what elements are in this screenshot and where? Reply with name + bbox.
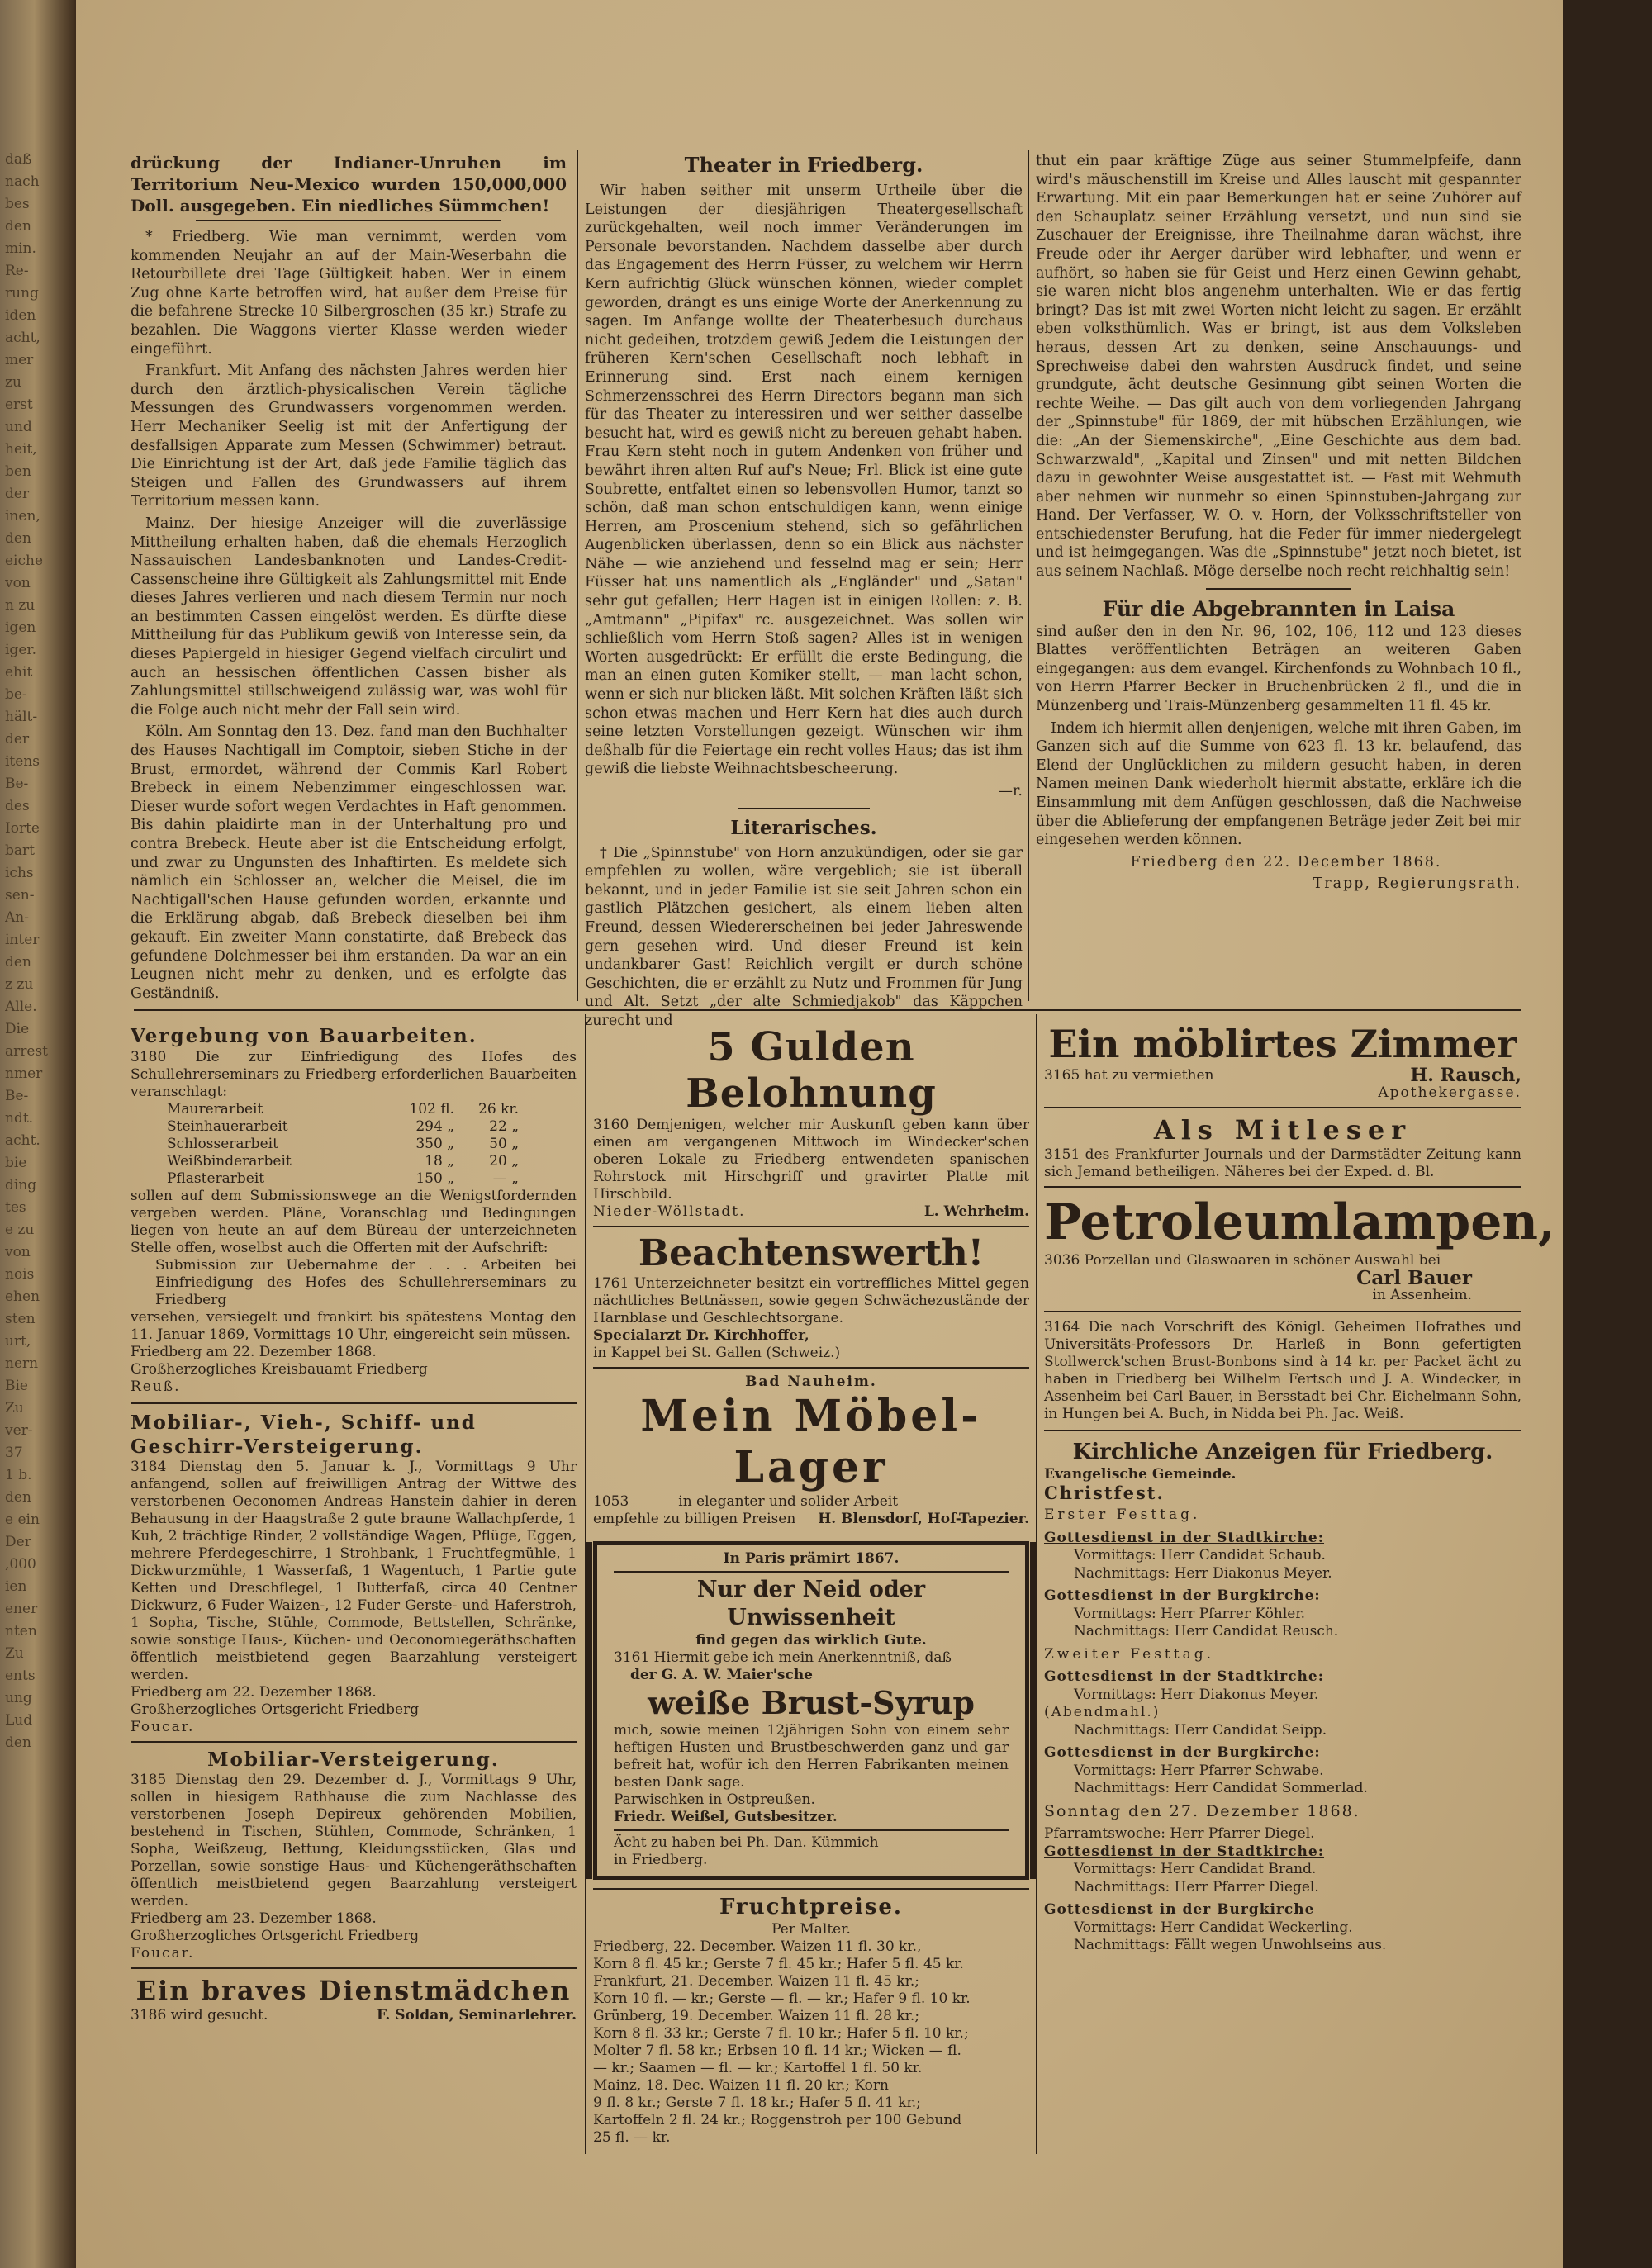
box-border-left xyxy=(586,1542,592,1879)
list-item: 9 fl. 8 kr.; Gerste 7 fl. 18 kr.; Hafer 5 fl. 41 kr.; xyxy=(593,2095,921,2111)
list-item: Kartoffeln 2 fl. 24 kr.; Roggenstroh per 100 Gebund xyxy=(593,2112,962,2128)
petroleum-place: in Assenheim. xyxy=(1372,1287,1472,1303)
spine-fragment: eiche xyxy=(5,553,44,569)
spine-fragment: nern xyxy=(5,1355,39,1372)
spine-fragment: z zu xyxy=(5,976,34,993)
separator xyxy=(196,220,501,221)
syrup-footer2: in Friedberg. xyxy=(614,1852,708,1868)
spine-fragment: von xyxy=(5,1244,31,1260)
spine-fragment: ding xyxy=(5,1177,37,1193)
cost-kr: 50 „ xyxy=(489,1136,519,1152)
separator xyxy=(593,1367,1029,1369)
spine-fragment: den xyxy=(5,530,31,547)
belohnung-signature: L. Wehrheim. xyxy=(923,1203,1029,1220)
news-column-3 xyxy=(1036,152,1521,897)
news-item-friedberg: * Friedberg. Wie man vernimmt, werden vom kommenden Neujahr an auf der Main-Weserbahn die Retourbillete drei Tage Gültigkeit haben. Wer in einem Zug ohne Karte betroffen wird, hat außer dem Preise für die befahrene Strecke 10 Silbergroschen (35 kr.) Strafe zu bezahlen. Die Waggons vierter Klasse werden wieder eingeführt. xyxy=(131,229,567,358)
spine-fragment: zu xyxy=(5,374,21,391)
spine-fragment: ener xyxy=(5,1601,38,1617)
spine-fragment: itens xyxy=(5,753,40,770)
spine-fragment: Re- xyxy=(5,263,29,279)
list-item: Korn 8 fl. 33 kr.; Gerste 7 fl. 10 kr.; Hafer 5 fl. 10 kr.; xyxy=(593,2025,969,2042)
table-row xyxy=(164,1101,522,1118)
spine-fragment: erst xyxy=(5,396,33,413)
service-line: Nachmittags: Herr Candidat Sommerlad. xyxy=(1074,1780,1368,1796)
syrup-footer1: Ächt zu haben bei Ph. Dan. Kümmich xyxy=(614,1834,879,1851)
spine-fragment: acht, xyxy=(5,330,40,346)
spine-fragment: den xyxy=(5,1489,31,1506)
separator xyxy=(131,1967,577,1969)
spine-fragment: e ein xyxy=(5,1511,40,1528)
service-line: Nachmittags: Herr Candidat Seipp. xyxy=(1074,1721,1327,1739)
service-line: Vormittags: Herr Pfarrer Köhler. xyxy=(1074,1605,1306,1622)
zimmer-number: 3165 xyxy=(1044,1067,1080,1084)
cost-fl: 102 fl. xyxy=(409,1101,454,1117)
frucht-title: Fruchtpreise. xyxy=(719,1895,903,1919)
service-line: Nachmittags: Herr Diakonus Meyer. xyxy=(1074,1564,1332,1582)
dienst-line xyxy=(131,2007,577,2024)
ads-middle-column xyxy=(593,1024,1029,2147)
spine-fragment: Lud xyxy=(5,1712,33,1729)
separator xyxy=(738,808,870,809)
bauarbeiten-date: Friedberg am 22. Dezember 1868. xyxy=(131,1344,377,1360)
beachtens-body: 1761 Unterzeichneter besitzt ein vortreffliches Mittel gegen nächtliches Bettnässen, sowie gegen Schwächezustände der Harnblase und Geschlechtsorgane. xyxy=(593,1275,1029,1326)
spine-fragment: ehen xyxy=(5,1288,40,1305)
laisa-heading: Für die Abgebrannten in Laisa xyxy=(1102,596,1455,621)
zimmer-line xyxy=(1044,1067,1521,1084)
petroleum-body: 3036 Porzellan und Glaswaaren in schöner Auswahl bei xyxy=(1044,1252,1441,1269)
church-day1: Erster Festtag. xyxy=(1044,1506,1201,1523)
spine-fragment: ndt. xyxy=(5,1110,34,1127)
mitleser-title: Als Mitleser xyxy=(1153,1114,1412,1146)
spine-fragment: und xyxy=(5,419,32,435)
zimmer-address: Apothekergasse. xyxy=(1378,1084,1521,1101)
moebel-title: Mein Möbel-Lager xyxy=(640,1391,982,1492)
moebel-line xyxy=(593,1511,1029,1528)
spine-fragment: Iorte xyxy=(5,820,40,837)
box-border-right xyxy=(1030,1542,1037,1879)
separator xyxy=(131,1741,577,1743)
dienst-text: wird gesucht. xyxy=(170,2007,268,2024)
mobiliar2-body: 3185 Dienstag den 29. Dezember d. J., Vormittags 9 Uhr, sollen in hiesigem Rathhause die zum Nachlasse des verstorbenen Joseph Depireux gehörenden Mobilien, bestehend in Tischen, Stühlen, Commode, Schränken, 1 Sopha, Weißzeug, Bettung, Kleidungsstücken, Glas und Porzellan, sowie sonstige Haus- und Küchengeräthschaften öffentlich meistbietend gegen Baarzahlung versteigert werden. xyxy=(131,1772,577,1910)
spine-fragment: nach xyxy=(5,173,40,190)
mobiliar1-office: Großherzogliches Ortsgericht Friedberg xyxy=(131,1701,420,1718)
spine-fragment: Die xyxy=(5,1021,30,1037)
laisa-donations: sind außer den in den Nr. 96, 102, 106, 112 und 123 dieses Blattes veröffentlichten Beträgen an weiteren Gaben eingegangen: aus dem evangel. Kirchenfonds zu Wohnbach 10 fl., von Herrn Pfarrer Becker in Bruchenbrücken 2 fl., und die in Münzenberg und Trais-Münzenberg gesammelten 11 fl. 45 kr. xyxy=(1036,623,1521,715)
spine-fragment: der xyxy=(5,486,30,502)
beachtens-place: in Kappel bei St. Gallen (Schweiz.) xyxy=(593,1345,841,1361)
spine-fragment: ents xyxy=(5,1668,36,1684)
service-line: Pfarramtswoche: Herr Pfarrer Diegel. xyxy=(1044,1825,1315,1842)
news-item-frankfurt: Frankfurt. Mit Anfang des nächsten Jahres werden hier durch den ärztlich-physicalischen Verein tägliche Messungen des Grundwassers vorgenommen werden. Herr Mechaniker Seelig ist mit der Anfertigung der desfallsigen Apparate zum Messen (Schwimmer) betraut. Die Einrichtung ist der Art, daß jede Familie täglich das Steigen und Fallen des Grundwassers auf ihrem Territorium messen kann. xyxy=(131,363,567,510)
syrup-body: mich, sowie meinen 12jährigen Sohn von einem sehr heftigen Husten und Brustbeschwerden ganz und gar befreit hat, wofür ich den Herren Fabrikanten meinen besten Dank sage. xyxy=(614,1722,1009,1791)
syrup-prize: In Paris prämirt 1867. xyxy=(723,1550,900,1567)
petroleum-title: Petroleumlampen, xyxy=(1044,1193,1555,1251)
mitleser-body: 3151 des Frankfurter Journals und der Darmstädter Zeitung kann sich Jemand betheiligen. Näheres bei der Exped. d. Bl. xyxy=(1044,1146,1521,1180)
zimmer-title: Ein möblirtes Zimmer xyxy=(1048,1022,1517,1066)
service-line: Vormittags: Herr Candidat Schaub. xyxy=(1074,1547,1326,1563)
spine-fragment: den xyxy=(5,954,31,970)
list-item: Molter 7 fl. 58 kr.; Erbsen 10 fl. 14 kr.; Wicken — fl. xyxy=(593,2043,961,2059)
church-subtitle: Evangelische Gemeinde. xyxy=(1044,1466,1237,1483)
church-day2: Zweiter Festtag. xyxy=(1044,1645,1215,1663)
spine-fragment: rung xyxy=(5,285,39,301)
spine-fragment: den xyxy=(5,218,31,235)
literary-article: † Die „Spinnstube" von Horn anzukündigen, oder sie gar empfehlen zu wollen, wäre vergeblich; sie ist überall bekannt, und in jeder Familie ist sie seit Jahren schon ein gastlich Plätzchen gesichert, als einem lieben alten Freund, dessen Wiedererscheinen bei jeder Jahreswende gern gesehen wird. Und dieser Freund ist kein undankbarer Gast! Reichlich vergilt er durch schöne Geschichten, die er erzählt zu Nutz und Frommen für Jung und Alt. Setzt „der alte Schmiedjakob" das Käppchen zurecht und xyxy=(585,844,1023,1029)
list-item: Mainz, 18. Dec. Waizen 11 fl. 20 kr.; Korn xyxy=(593,2077,889,2094)
mobiliar1-date: Friedberg am 22. Dezember 1868. xyxy=(131,1684,377,1701)
mobiliar1-signature: Foucar. xyxy=(131,1719,195,1735)
separator xyxy=(1044,1186,1521,1188)
laisa-signature: Trapp, Regierungsrath. xyxy=(1313,875,1521,893)
newspaper-page xyxy=(76,0,1563,2268)
spine-fragment: inen, xyxy=(5,508,40,524)
list-item: Grünberg, 19. December. Waizen 11 fl. 28 kr.; xyxy=(593,2008,920,2024)
spine-fragment: hält- xyxy=(5,709,38,725)
service-heading: Gottesdienst in der Stadtkirche: xyxy=(1044,1529,1325,1546)
beachtens-signature: Specialarzt Dr. Kirchhoffer, xyxy=(593,1327,809,1344)
service-heading: Gottesdienst in der Stadtkirche: xyxy=(1044,1668,1325,1685)
spine-fragment: mer xyxy=(5,352,34,368)
service-line: Nachmittags: Herr Candidat Reusch. xyxy=(1074,1623,1339,1639)
spine-fragment: Zu xyxy=(5,1400,24,1416)
church-title: Kirchliche Anzeigen für Friedberg. xyxy=(1072,1440,1493,1464)
table-row xyxy=(164,1153,522,1170)
dienst-signature: F. Soldan, Seminarlehrer. xyxy=(377,2007,577,2024)
beachtens-title: Beachtenswerth! xyxy=(638,1232,985,1274)
spine-fragment: nten xyxy=(5,1623,37,1639)
previous-page-edge xyxy=(0,0,76,2268)
spine-fragment: Be- xyxy=(5,1088,29,1104)
service-line: (Abendmahl.) xyxy=(1044,1704,1161,1720)
bauarbeiten-body: sollen auf dem Submissionswege an die Wenigstfordernden vergeben werden. Pläne, Voranschlag und Bedingungen liegen von heute an auf dem Büreau der unterzeichneten Stelle offen, woselbst auch die Offerten mit der Aufschrift: xyxy=(131,1188,577,1256)
spine-fragment: sten xyxy=(5,1311,36,1327)
syrup-line2: der G. A. W. Maier'sche xyxy=(630,1667,813,1683)
spine-fragment: 1 b. xyxy=(5,1467,32,1483)
separator xyxy=(614,1829,1009,1831)
spine-fragment: min. xyxy=(5,240,36,257)
service-line: Vormittags: Herr Pfarrer Schwabe. xyxy=(1074,1762,1324,1779)
mobiliar2-signature: Foucar. xyxy=(131,1945,195,1962)
news-item-koeln: Köln. Am Sonntag den 13. Dez. fand man den Buchhalter des Hauses Nachtigall im Comptoir, sieben Stiche in der Brust, ermordet, während der Commis Karl Robert Brebeck in einem Nebenzimmer eingeschlossen war. Dieser wurde sofort wegen Verdachtes in Haft genommen. Bis dahin plaidirte man in der Unterhaltung pro und contra Brebeck. Heute aber ist die Entscheidung erfolgt, und zwar zu Ungunsten des Inhaftirten. Es meldete sich nämlich ein Schlosser an, welcher die Meisel, die im Nachtigall'schen Hause gefunden worden, erkannte und die Erklärung abgab, daß Brebeck dieselben bei ihm gekauft. Ein zweiter Mann constatirte, daß Brebeck das gefundene Dolchmesser bei ihm erstanden. Da war an ein Leugnen nicht mehr zu denken, und es erfolgte das Geständniß. xyxy=(131,724,567,1002)
spine-fragment: ben xyxy=(5,463,31,480)
moebel-subtitle: Bad Nauheim. xyxy=(745,1374,877,1390)
service-heading: Gottesdienst in der Stadtkirche: xyxy=(1044,1843,1325,1860)
spine-fragment: ung xyxy=(5,1690,32,1706)
spine-fragment: bart xyxy=(5,842,35,859)
spine-fragment: Zu xyxy=(5,1645,24,1662)
spine-fragment: Der xyxy=(5,1534,31,1550)
syrup-line1: 3161 Hiermit gebe ich mein Anerkenntniß, daß xyxy=(614,1649,952,1666)
mobiliar2-office: Großherzogliches Ortsgericht Friedberg xyxy=(131,1928,420,1944)
service-heading: Gottesdienst in der Burgkirche: xyxy=(1044,1744,1321,1761)
petroleum-signature: Carl Bauer xyxy=(1356,1267,1472,1289)
separator xyxy=(131,1402,577,1404)
cost-item-name: Maurerarbeit xyxy=(167,1101,263,1117)
dienst-number: 3186 xyxy=(131,2007,167,2024)
cost-kr: 26 kr. xyxy=(478,1101,519,1117)
list-item: Friedberg, 22. December. Waizen 11 fl. 30 kr., xyxy=(593,1938,922,1955)
previous-page-text-fragments xyxy=(5,149,63,2131)
cost-kr: 20 „ xyxy=(489,1153,519,1170)
belohnung-footer xyxy=(593,1203,1029,1221)
bauarbeiten-title: Vergebung von Bauarbeiten. xyxy=(131,1025,477,1047)
cost-item-name: Schlosserarbeit xyxy=(167,1136,278,1152)
spine-fragment: ehit xyxy=(5,664,33,681)
spine-fragment: Alle. xyxy=(5,999,37,1015)
table-row xyxy=(164,1118,522,1136)
spine-fragment: ver- xyxy=(5,1422,33,1439)
syrup-place: Parwischken in Ostpreußen. xyxy=(614,1791,815,1808)
separator xyxy=(1044,1311,1521,1312)
syrup-signature: Friedr. Weißel, Gutsbesitzer. xyxy=(614,1809,838,1825)
moebel-line2: empfehle zu billigen Preisen xyxy=(593,1511,796,1527)
zimmer-signature: H. Rausch, xyxy=(1410,1065,1521,1086)
spine-fragment: heit, xyxy=(5,441,37,458)
theater-article: Wir haben seither mit unserm Urtheile über die Leistungen der diesjährigen Theatergesellschaft zurückgehalten, weil noch immer Veränderungen im Personale bevorstanden. Nachdem dasselbe aber durch das Engagement des Herrn Füsser, zu welchem wir Herrn Kern aufrichtig Glück wünschen können, wieder complet geworden, drängt es uns einige Worte der Anerkennung zu sagen. Im Anfange wollte der Theaterbesuch durchaus nicht gedeihen, trotzdem gewiß Jedem die Leistungen der früheren Kern'schen Gesellschaft noch lebhaft in Erinnerung sind. Erst nach einem kernigen Schmerzensschrei des Herrn Directors begann man sich für das Theater zu interessiren und wer seither dasselbe besucht hat, wird es gewiß nicht zu bereuen gehabt haben. Frau Kern steht noch in gutem Andenken von früher und bewährt ihren alten Ruf auf's Neue; Frl. Blick ist eine gute Soubrette, entfaltet einen so lebensvollen Humor, tanzt so schön, daß man schon entschuldigen kann, wenn einige Herren, am Proscenium stehend, sich so gefährlichen Augenblicken überlassen, denn so ein Blick aus nächster Nähe — wie anziehend und fesselnd mag er sein; Herr Füsser hat uns namentlich als „Engländer" und „Satan" sehr gut gefallen; Herr Hagen ist in einigen Rollen: z. B. „Amtmann" „Pipifax" rc. ausgezeichnet. Was sollen wir schließlich vom Herrn Stoß sagen? Alles ist in wenigen Worten ausgedrückt: Er erfüllt die erste Bedingung, die man an einen guten Komiker stellt, — man lacht schon, wenn er sich nur blicken läßt. Mit solchen Kräften läßt sich schon etwas machen und Herr Kern hat dies auch durch seine letzten Vorstellungen gezeigt. Wünschen wir ihm deßhalb für die Feiertage ein recht volles Haus; das ist ihm gewiß die liebste Weihnachtsbescheerung. xyxy=(585,183,1023,778)
separator xyxy=(614,1571,1009,1573)
cost-fl: 294 „ xyxy=(415,1118,454,1135)
list-item: Korn 10 fl. — kr.; Gerste — fl. — kr.; Hafer 9 fl. 10 kr. xyxy=(593,1990,971,2007)
spine-fragment: inter xyxy=(5,932,40,948)
moebel-signature: H. Blensdorf, Hof-Tapezier. xyxy=(818,1511,1029,1527)
service-line: Vormittags: Herr Diakonus Meyer. xyxy=(1074,1686,1319,1703)
spine-fragment: bie xyxy=(5,1155,27,1171)
moebel-number: 1053 xyxy=(593,1493,629,1510)
list-item: Korn 8 fl. 45 kr.; Gerste 7 fl. 45 kr.; Hafer 5 fl. 45 kr. xyxy=(593,1956,964,1972)
cost-item-name: Steinhauerarbeit xyxy=(167,1118,288,1135)
belohnung-place: Nieder-Wöllstadt. xyxy=(593,1203,746,1220)
bauarbeiten-cost-table xyxy=(164,1101,522,1188)
spine-fragment: von xyxy=(5,575,31,591)
service-heading: Gottesdienst in der Burgkirche xyxy=(1044,1901,1315,1918)
column-divider xyxy=(577,150,578,1001)
bonbons-body: 3164 Die nach Vorschrift des Königl. Geheimen Hofrathes und Universitäts-Professors Dr. Harleß in Bonn gefertigten Stollwerck'schen Brust-Bonbons sind à 14 kr. per Packet ächt zu haben in Friedberg bei Wilhelm Fertsch und J. A. Windecker, in Assenheim bei Carl Bauer, in Bersstadt bei Chr. Eichelmann Sohn, in Hungen bei A. Buch, in Nidda bei Ph. Jac. Weiß. xyxy=(1044,1319,1521,1422)
spine-fragment: Be- xyxy=(5,776,29,792)
mobiliar1-body: 3184 Dienstag den 5. Januar k. J., Vormittags 9 Uhr anfangend, sollen auf freiwilligen Antrag der Wittwe des verstorbenen Oeconomen Andreas Hanstein dahier in deren Behausung in der Haagstraße 2 gute braune Wallachpferde, 1 Kuh, 2 trächtige Rinder, 2 vollständige Wagen, Pflüge, Eggen, mehrere Pferdegeschirre, 1 Strohbank, 1 Fruchtfegmühle, 1 Dickwurzmühle, 1 Wasserfaß, 1 Wagentuch, 1 Partie gute Ketten und Dreschflegel, 1 Butterfaß, circa 40 Centner Dickwurz, 6 Fuder Waizen-, 12 Fuder Gerste- und Haferstroh, 1 Sopha, Tische, Stühle, Commode, Bettstellen, Schränke, sowie sonstige Haus-, Küchen- und Oeconomiegeräthschaften öffentlich meistbietend gegen Baarzahlung versteigert werden. xyxy=(131,1459,577,1683)
moebel-line xyxy=(593,1493,1029,1511)
ad-bauarbeiten xyxy=(131,1024,577,2024)
mobiliar1-title: Mobiliar-, Vieh-, Schiff- und Geschirr-Versteigerung. xyxy=(131,1412,477,1458)
separator xyxy=(1044,1107,1521,1108)
separator xyxy=(593,1226,1029,1227)
column-divider xyxy=(1028,150,1029,1001)
church-sunday: Sonntag den 27. Dezember 1868. xyxy=(1044,1801,1360,1820)
cost-item-name: Weißbinderarbeit xyxy=(167,1153,292,1170)
service-line: Vormittags: Herr Candidat Brand. xyxy=(1074,1861,1317,1877)
spine-fragment: ,000 xyxy=(5,1556,36,1573)
bauarbeiten-signature: Reuß. xyxy=(131,1378,181,1395)
lead-paragraph: drückung der Indianer-Unruhen im Territorium Neu-Mexico wurden 150,000,000 Doll. ausgegeben. Ein niedliches Sümmchen! xyxy=(131,153,567,216)
spine-fragment: 37 xyxy=(5,1445,23,1461)
laisa-thanks: Indem ich hiermit allen denjenigen, welche mit ihren Gaben, im Ganzen sich auf die Summe von 623 fl. 13 kr. belaufend, das Elend der Unglücklichen zu mildern gesucht haben, in deren Namen meinen Dank wiederholt hiermit abstatte, erkläre ich die Einsammlung mit dem Anfügen geschlossen, daß die Nachweise über die Ablieferung der empfangenen Beträge jeder Zeit bei mir eingesehen werden können. xyxy=(1036,719,1521,849)
page-shadow xyxy=(1563,0,1652,2268)
belohnung-body: 3160 Demjenigen, welcher mir Auskunft geben kann über einen am vergangenen Mittwoch im Windecker'schen oberen Lokale zu Friedberg entwendeten spanischen Rohrstock mit Hirschgriff und gravirter Platte mit Hirschbild. xyxy=(593,1117,1029,1203)
syrup-heading: Nur der Neid oder Unwissenheit xyxy=(696,1577,926,1630)
spine-fragment: iger. xyxy=(5,642,37,658)
cost-fl: 18 „ xyxy=(425,1153,454,1170)
mobiliar2-title: Mobiliar-Versteigerung. xyxy=(207,1748,500,1771)
list-item: 25 fl. — kr. xyxy=(593,2129,671,2146)
moebel-line1: in eleganter und solider Arbeit xyxy=(678,1493,899,1510)
cost-kr: 22 „ xyxy=(489,1118,519,1135)
cost-kr: — „ xyxy=(492,1170,519,1187)
separator xyxy=(1206,588,1351,590)
spine-fragment: der xyxy=(5,731,30,747)
spine-fragment: bes xyxy=(5,196,30,212)
spine-fragment: n zu xyxy=(5,597,36,614)
literary-heading: Literarisches. xyxy=(730,816,877,839)
spine-fragment: igen xyxy=(5,619,36,636)
church-notices xyxy=(1044,1438,1521,1955)
theater-heading: Theater in Friedberg. xyxy=(684,153,923,177)
syrup-subheading: find gegen das wirklich Gute. xyxy=(695,1632,927,1649)
syrup-ad-box xyxy=(593,1541,1029,1880)
news-item-mainz: Mainz. Der hiesige Anzeiger will die zuverlässige Mittheilung erhalten haben, daß die ehemals Herzoglich Nassauischen Landesbanknoten und Landes-Credit-Cassenscheine ihre Gültigkeit als Zahlungsmittel mit Ende dieses Jahres verlieren und nach diesem Termin nur noch an bestimmten Cassen eingelöst werden. Es dürfte diese Mittheilung für das Publikum gewiß von Interesse sein, da dieses Papiergeld in hiesiger Gegend vielfach circulirt und auch an hessischen öffentlichen Cassen bisher als Zahlungsmittel stillschweigend zulässig war, was wohl für die Folge auch nicht mehr der Fall sein wird. xyxy=(131,515,567,719)
bauarbeiten-intro: 3180 Die zur Einfriedigung des Hofes des Schullehrerseminars zu Friedberg erforderlichen Bauarbeiten veranschlagt: xyxy=(131,1049,577,1100)
service-line: Nachmittags: Fällt wegen Unwohlseins aus. xyxy=(1074,1937,1387,1953)
church-fest: Christfest. xyxy=(1044,1482,1165,1503)
ads-right-column xyxy=(1044,1021,1555,1955)
belohnung-title: 5 Gulden Belohnung xyxy=(686,1024,937,1117)
spine-fragment: An- xyxy=(5,909,29,926)
spine-fragment: urt, xyxy=(5,1333,31,1350)
cost-fl: 350 „ xyxy=(415,1136,454,1152)
spine-fragment: ichs xyxy=(5,865,34,881)
theater-signature: —r. xyxy=(998,783,1023,799)
literary-article-continued: thut ein paar kräftige Züge aus seiner Stummelpfeife, dann wird's mäuschenstill im Kreise und Alles lauscht mit gespannter Erwartung. Mit ein paar Bemerkungen hat er seine Zuhörer auf den Schauplatz seiner Erzählung versetzt, und nun sind sie Zuschauer der Ereignisse, ihre Theilnahme daran wächst, ihre Freude oder ihr Aerger darüber wird lebhafter, und wenn er aufhört, so haben sie für Geist und Herz einen Gewinn gehabt, sie waren nicht blos angenehm unterhalten. Wie er das fertig bringt? Das ist mit zwei Worten nicht leicht zu sagen. Er erzählt eben volksthümlich. Was er bringt, ist aus dem Volksleben heraus, dessen Art zu denken, seine Anschauungs- und Sprechweise dabei den wahrsten Ausdruck findet, und seine grundgute, ächt deutsche Gesinnung gibt seinen Worten die rechte Weihe. — Das gilt auch von dem vorliegenden Jahrgang der „Spinnstube" für 1869, der mit hübschen Erzählungen, wie die: „An der Siemenskirche", „Eine Geschichte aus dem bad. Schwarzwald", „Kapital und Zinsen" und mit netten Bildchen dazu in gewohnter Weise ausgestattet ist. — Fast mit Wehmuth aber nehmen wir nunmehr so einen Spinnstuben-Jahrgang zur Hand. Der Verfasser, W. O. v. Horn, der Volksschriftsteller von entschiedenster Berufung, hat die Feder für immer niedergelegt und ist heimgegangen. Was die „Spinnstube" jetzt noch bietet, ist aus seinem Nachlaß. Möge derselbe noch recht reichhaltig sein! xyxy=(1036,153,1521,581)
syrup-product: weiße Brust-Syrup xyxy=(648,1684,975,1721)
spine-fragment: des xyxy=(5,798,30,814)
spine-fragment: Bie xyxy=(5,1378,28,1394)
bauarbeiten-quote: Submission zur Uebernahme der . . . Arbeiten bei Einfriedigung des Hofes des Schullehrerseminars zu Friedberg xyxy=(155,1257,577,1308)
table-row xyxy=(164,1136,522,1153)
news-column-1 xyxy=(131,152,567,1006)
spine-fragment: be- xyxy=(5,686,27,703)
spine-fragment: nois xyxy=(5,1266,35,1283)
service-line: Nachmittags: Herr Pfarrer Diegel. xyxy=(1074,1878,1319,1896)
spine-fragment: iden xyxy=(5,307,36,324)
spine-fragment: daß xyxy=(5,151,32,168)
frucht-list xyxy=(593,1938,1029,2147)
spine-fragment: acht. xyxy=(5,1132,40,1149)
list-item: Frankfurt, 21. December. Waizen 11 fl. 45 kr.; xyxy=(593,1973,920,1990)
cost-item-name: Pflasterarbeit xyxy=(167,1170,265,1187)
spine-fragment: sen- xyxy=(5,887,35,904)
spine-fragment: e zu xyxy=(5,1222,35,1238)
separator xyxy=(593,1888,1029,1890)
zimmer-text: hat zu vermiethen xyxy=(1084,1067,1214,1084)
cost-fl: 150 „ xyxy=(415,1170,454,1187)
bauarbeiten-office: Großherzogliches Kreisbauamt Friedberg xyxy=(131,1361,428,1378)
spine-fragment: ien xyxy=(5,1578,27,1595)
service-line: Vormittags: Herr Candidat Weckerling. xyxy=(1074,1919,1353,1936)
bauarbeiten-deadline: versehen, versiegelt und frankirt bis spätestens Montag den 11. Januar 1869, Vormittags 10 Uhr, eingereicht sein müssen. xyxy=(131,1309,577,1343)
dienst-title: Ein braves Dienstmädchen xyxy=(135,1975,572,2006)
mobiliar2-date: Friedberg am 23. Dezember 1868. xyxy=(131,1910,377,1927)
service-heading: Gottesdienst in der Burgkirche: xyxy=(1044,1587,1321,1604)
spine-fragment: nmer xyxy=(5,1065,43,1082)
frucht-unit: Per Malter. xyxy=(771,1921,851,1938)
spine-fragment: den xyxy=(5,1734,31,1751)
spine-fragment: tes xyxy=(5,1199,26,1216)
spine-fragment: arrest xyxy=(5,1043,49,1060)
table-row xyxy=(164,1170,522,1188)
separator xyxy=(1044,1430,1521,1431)
news-column-2 xyxy=(585,152,1023,1034)
laisa-date: Friedberg den 22. December 1868. xyxy=(1130,853,1442,871)
list-item: — kr.; Saamen — fl. — kr.; Kartoffel 1 fl. 50 kr. xyxy=(593,2060,923,2076)
